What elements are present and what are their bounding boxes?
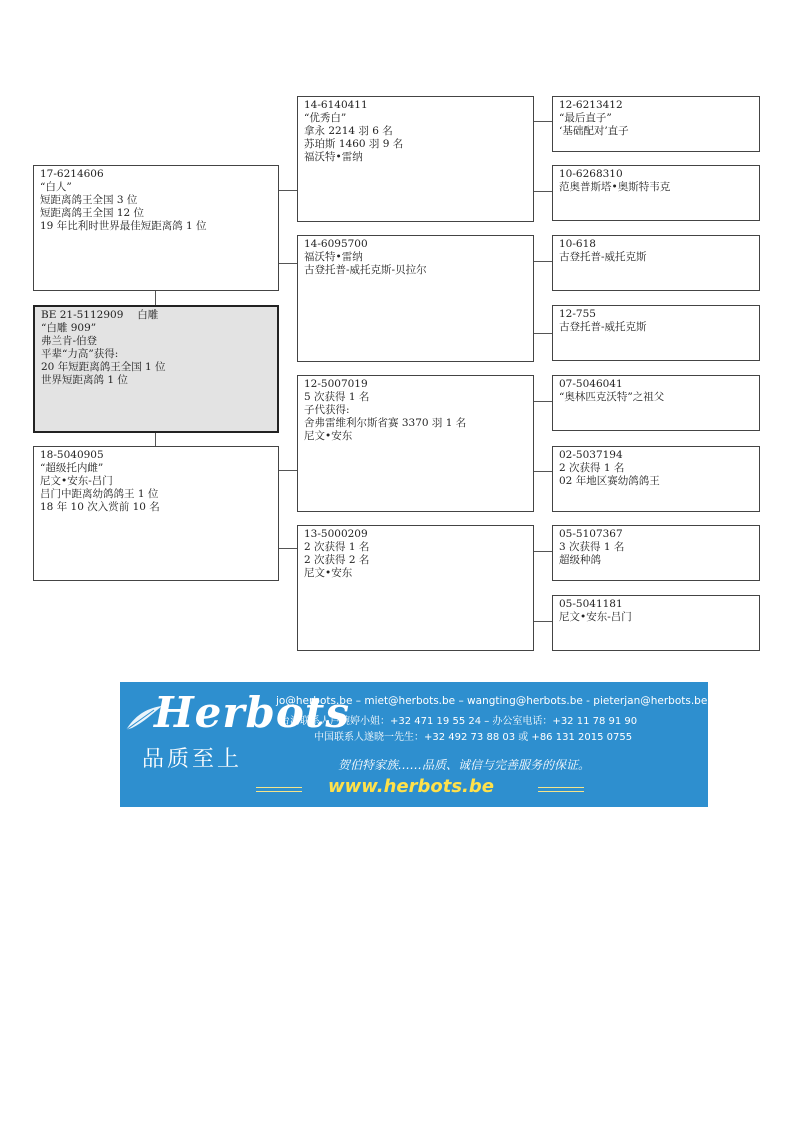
connector [533, 261, 552, 262]
ring-number: 05-5041181 [559, 598, 623, 610]
ancestor-box [552, 375, 760, 431]
note: 20 年短距离鸽王全国 1 位 [41, 361, 166, 373]
note: 2 次获得 1 名 [304, 541, 370, 553]
divider [256, 787, 302, 792]
note: 平辈“力高”获得: [41, 348, 119, 360]
breeder: 尼文•安东-吕门 [559, 611, 632, 623]
ancestor-box [552, 96, 760, 152]
ring-number: 14-6140411 [304, 99, 368, 111]
connector [533, 621, 552, 622]
sire-sire-box [297, 96, 534, 222]
note: 古登托普-威托克斯-贝拉尔 [304, 264, 427, 276]
slogan: 品质至上 [142, 747, 243, 772]
ring-number: 12-5007019 [304, 378, 368, 390]
connector [278, 190, 297, 191]
email-list: jo@herbots.be – miet@herbots.be – wangting@herbots.be - pieterjan@herbots.be [276, 695, 708, 707]
taiwan-contact: 台湾联系人卢婉婷小姐：+32 471 19 55 24 – 办公室电话：+32 11 78 91 90 [280, 716, 638, 727]
connector [155, 290, 156, 305]
breeder: 古登托普-威托克斯 [559, 321, 647, 333]
note: 19 年比利时世界最佳短距离鸽 1 位 [40, 220, 207, 232]
ancestor-box [552, 305, 760, 361]
dam-sire-box [297, 375, 534, 512]
connector [533, 121, 552, 122]
note: 子代获得: [304, 404, 350, 416]
connector [278, 263, 297, 264]
breeder: 福沃特•雷纳 [304, 151, 363, 163]
ancestor-box [552, 235, 760, 291]
ring-number: 14-6095700 [304, 238, 368, 250]
connector [533, 191, 552, 192]
note: 3 次获得 1 名 [559, 541, 625, 553]
ring-number: 13-5000209 [304, 528, 368, 540]
note: 舍弗雷维利尔斯省赛 3370 羽 1 名 [304, 417, 467, 429]
tagline: 贺伯特家族……品质、诚信与完善服务的保证。 [338, 758, 591, 772]
pigeon-name: “白雕 909” [41, 322, 97, 334]
note: 2 次获得 2 名 [304, 554, 370, 566]
ancestor-box [552, 525, 760, 581]
note: ‘基础配对’直子 [559, 125, 629, 137]
connector [278, 470, 297, 471]
note: 18 年 10 次入赏前 10 名 [40, 501, 160, 513]
note: 超级种鸽 [559, 554, 601, 566]
ring-number: 02-5037194 [559, 449, 623, 461]
ancestor-box [552, 165, 760, 221]
subject-pigeon-box [33, 305, 279, 433]
ring-number: 10-6268310 [559, 168, 623, 180]
breeder: 尼文•安东 [304, 567, 353, 579]
breeder: 范奥普斯塔•奥斯特韦克 [559, 181, 671, 193]
pigeon-name: “奥林匹克沃特”之祖父 [559, 391, 665, 403]
pigeon-name: “最后直子” [559, 112, 612, 124]
ring-number: 10-618 [559, 238, 596, 250]
note: 拿永 2214 羽 6 名 [304, 125, 393, 137]
dam-dam-box [297, 525, 534, 651]
breeder: 弗兰肯-伯登 [41, 335, 98, 347]
note: 02 年地区赛幼鸽鸽王 [559, 475, 660, 487]
note: 世界短距离鸽 1 位 [41, 374, 128, 386]
connector [533, 333, 552, 334]
ring-number: 18-5040905 [40, 449, 104, 461]
ancestor-box [552, 446, 760, 512]
note: 吕门中距离幼鸽鸽王 1 位 [40, 488, 159, 500]
ring-number: 17-6214606 [40, 168, 104, 180]
connector [155, 432, 156, 446]
note: 2 次获得 1 名 [559, 462, 625, 474]
pigeon-name: “超级托内雌” [40, 462, 104, 474]
note: 5 次获得 1 名 [304, 391, 370, 403]
pigeon-name: “白人” [40, 181, 72, 193]
ring-number: 12-755 [559, 308, 596, 320]
china-contact: 中国联系人遂晓一先生：+32 492 73 88 03 或 +86 131 2015 0755 [314, 732, 633, 743]
dam-box [33, 446, 279, 581]
breeder: 尼文•安东-吕门 [40, 475, 113, 487]
connector [533, 401, 552, 402]
brand-logo: Herbots [154, 688, 350, 737]
connector [533, 551, 552, 552]
website-url: www.herbots.be [328, 776, 494, 797]
ring-number: 12-6213412 [559, 99, 623, 111]
herbots-banner [120, 682, 708, 807]
divider [538, 787, 584, 792]
sire-box [33, 165, 279, 291]
ring-number: BE 21-5112909 白雕 [41, 309, 159, 321]
note: 短距离鸽王全国 12 位 [40, 207, 145, 219]
ring-number: 05-5107367 [559, 528, 623, 540]
sire-dam-box [297, 235, 534, 362]
pigeon-name: “优秀白” [304, 112, 347, 124]
note: 短距离鸽王全国 3 位 [40, 194, 138, 206]
connector [533, 471, 552, 472]
breeder: 尼文•安东 [304, 430, 353, 442]
breeder: 古登托普-威托克斯 [559, 251, 647, 263]
connector [278, 548, 297, 549]
ring-number: 07-5046041 [559, 378, 623, 390]
breeder: 福沃特•雷纳 [304, 251, 363, 263]
note: 苏珀斯 1460 羽 9 名 [304, 138, 404, 150]
ancestor-box [552, 595, 760, 651]
